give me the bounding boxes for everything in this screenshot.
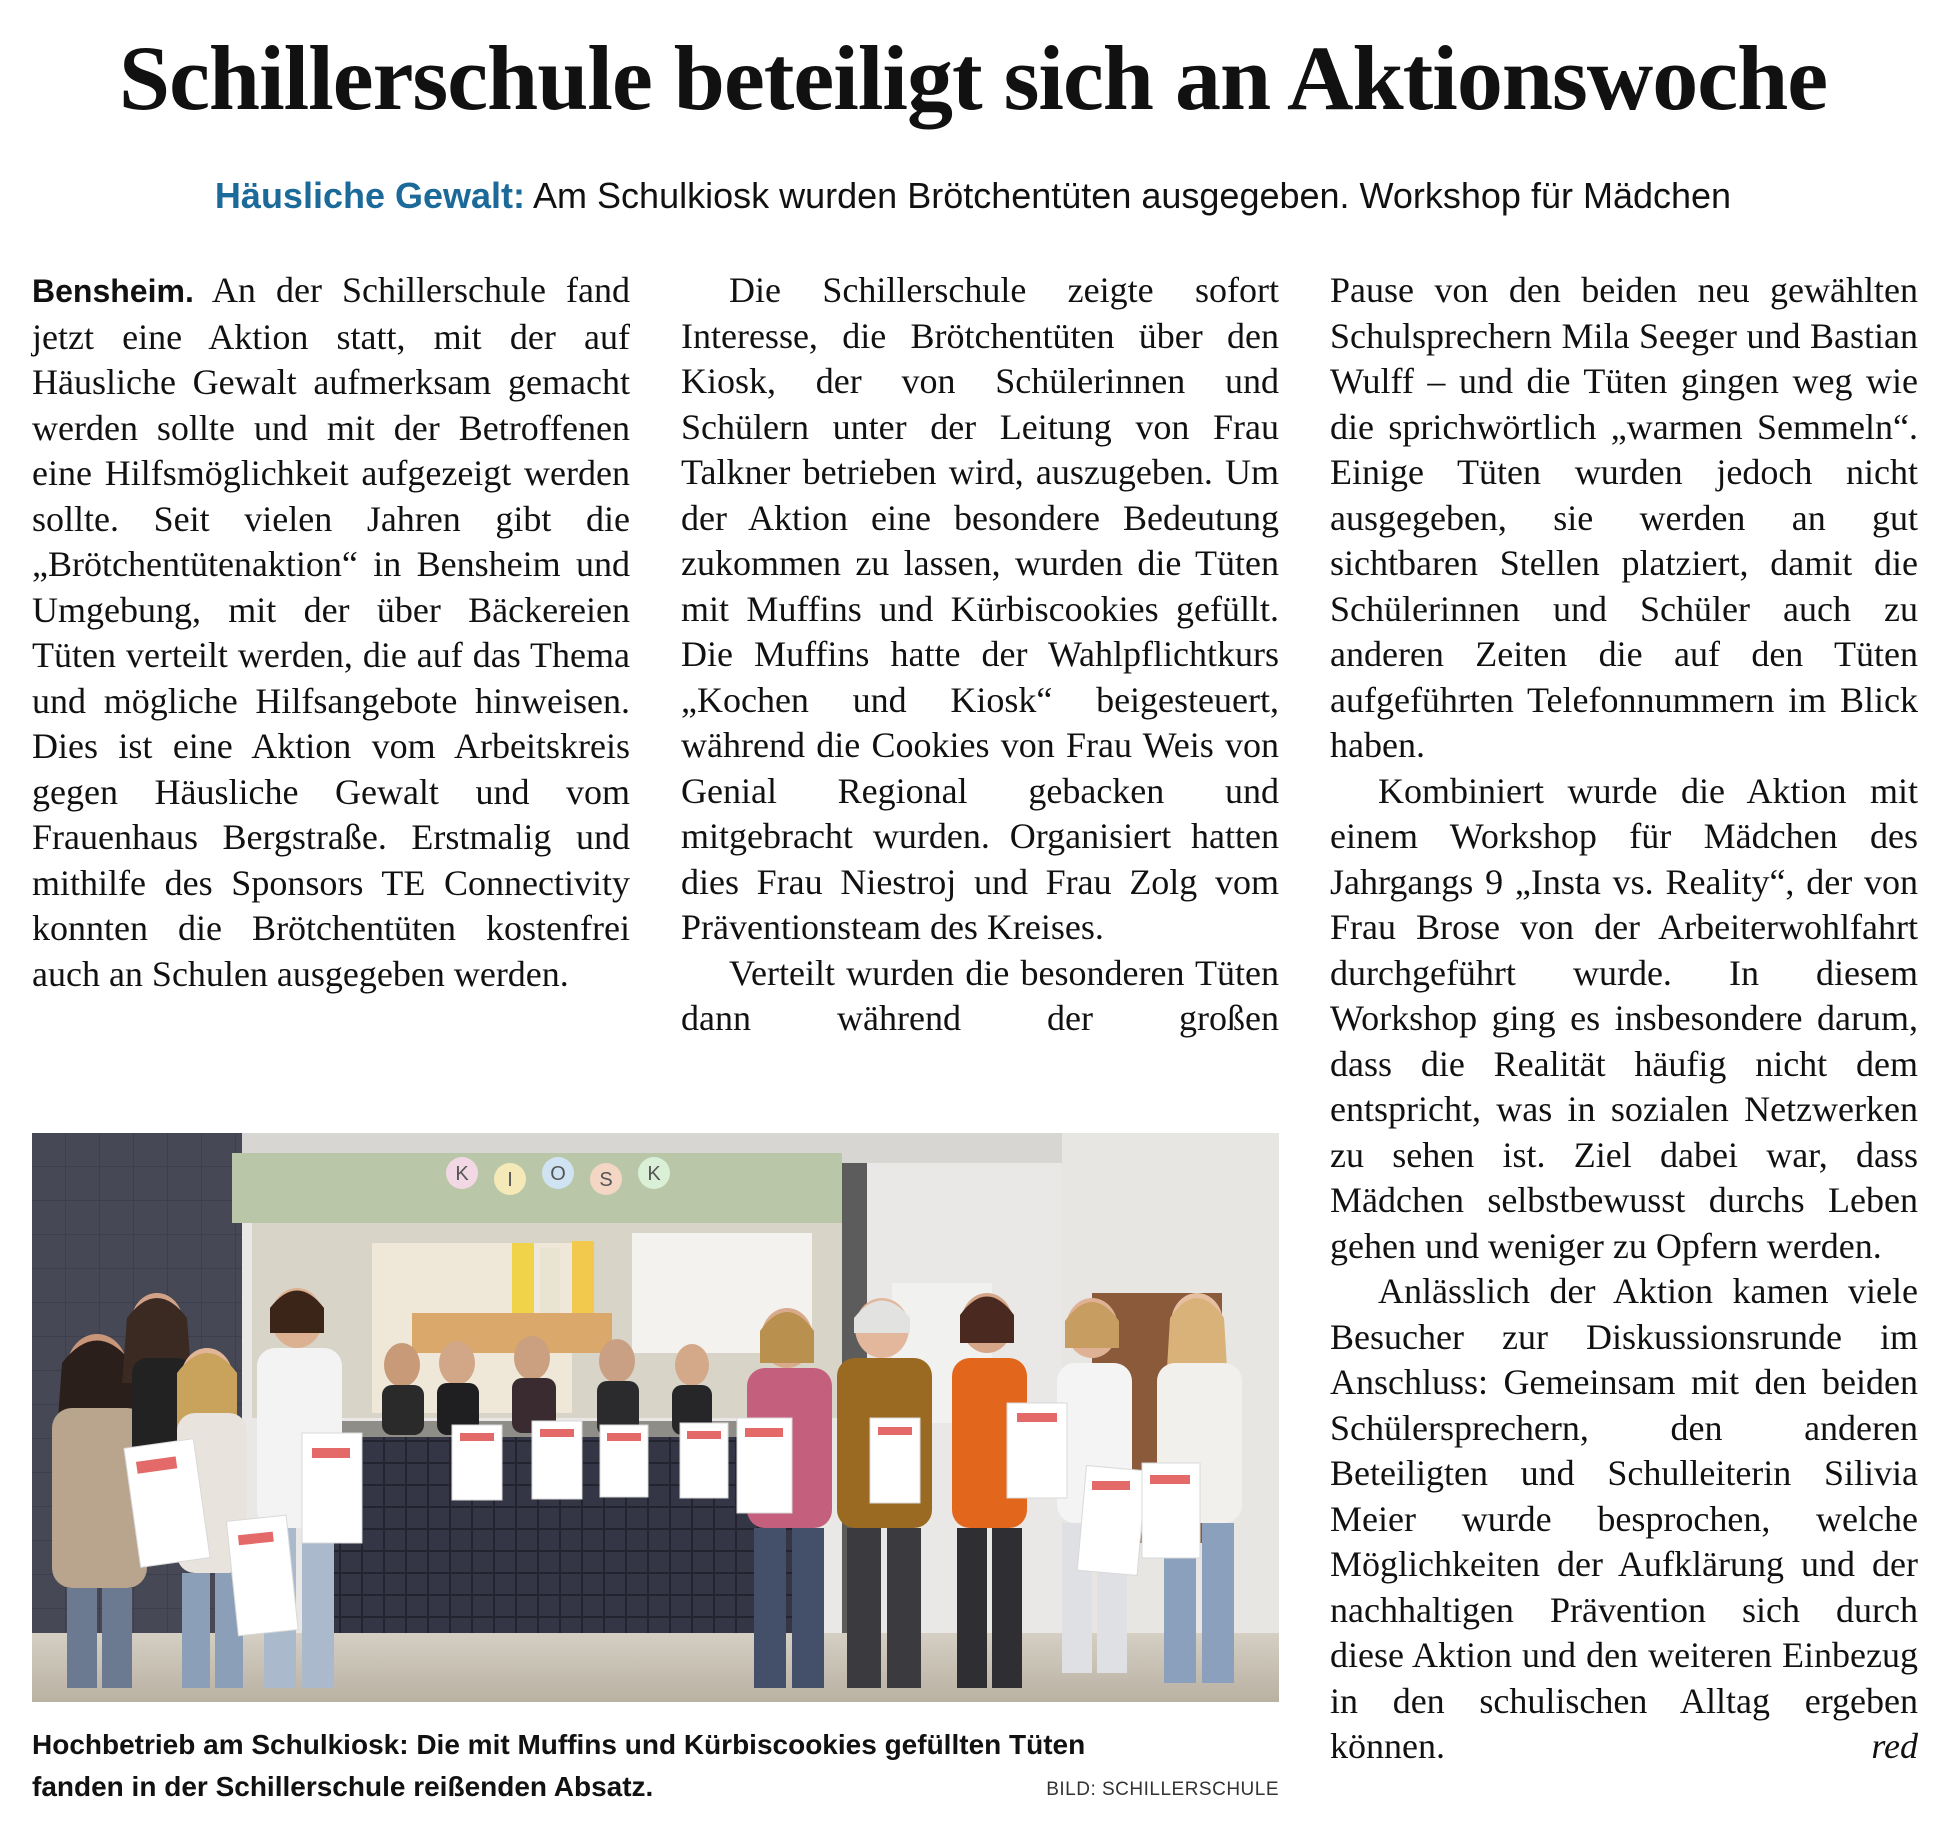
article-column-2 [681, 268, 1279, 1042]
snacks [412, 1313, 612, 1353]
paragraph-2: Die Schillerschule zeigte sofort Interesse, die Brötchentüten über den Kiosk, der von Schülerinnen und Schülern unter der Leitung von Frau Talkner betrieben wird, auszugeben. Um der Aktion eine besondere Bedeutung zukommen zu lassen, wurden die Tüten mit Muffins und Kürbiscookies gefüllt. Die Muffins hatte der Wahlpflichtkurs „Kochen und Kiosk“ beigesteuert, während die Cookies von Frau Weis von Genial Regional gebacken und mitgebracht wurden. Organisiert hatten dies Frau Niestroj und Frau Zolg vom Präventionsteam des Kreises. [681, 270, 1279, 947]
paragraph-1 [32, 268, 630, 997]
kicker: Häusliche Gewalt: [214, 175, 526, 216]
kiosk-sign-board [232, 1153, 842, 1223]
photo-credit: BILD: SCHILLERSCHULE [1046, 1779, 1279, 1800]
paragraph-4: Kombiniert wurde die Aktion mit einem Workshop für Mädchen des Jahrgangs 9 „Insta vs. Reality“, der von Frau Brose von der Arbeiterwohlfahrt durchgeführt wurde. In diesem Workshop ging es insbesondere darum, dass die Realität häufig nicht dem entspricht, was in sozialen Netzwerken zu sehen ist. Ziel dabei war, dass Mädchen selbstbewusst durchs Leben gehen und weniger zu Opfern werden. [1330, 770, 1918, 1266]
paragraph-5-text: Anlässlich der Aktion kamen viele Besucher zur Diskussionsrunde im Anschluss: Gemeinsam mit den beiden Schülersprechern, den anderen Beteiligten und Schulleiterin Silivia Meier wurde besprochen, welche Möglichkeiten der Aufklärung und der nachhaltigen Prävention sich durch diese Aktion und den weiteren Einbezug in den schulischen Alltag ergeben können. [1330, 1271, 1918, 1766]
kiosk-letter-1: K [455, 1163, 469, 1185]
author: red [1871, 1726, 1918, 1766]
caption-line-2: fanden in der Schillerschule reißenden Absatz. [32, 1771, 654, 1802]
kiosk-letter-4: S [599, 1169, 613, 1191]
paragraph-3: Verteilt wurden die besonderen Tüten dann während der großen [681, 952, 1279, 1038]
headline: Schillerschule beteiligt sich an Aktionswoche [118, 27, 1828, 129]
article-column-3 [1330, 268, 1918, 1770]
subheadline-text: Am Schulkiosk wurden Brötchentüten ausgegeben. Workshop für Mädchen [525, 175, 1732, 216]
kiosk-photo-illustration [32, 1133, 1279, 1702]
article-column-1 [32, 268, 630, 997]
dateline: Bensheim. [32, 273, 194, 309]
paragraph-1-text: An der Schillerschule fand jetzt eine Aktion statt, mit der auf Häusliche Gewalt aufmerksam gemacht werden sollte und mit der Betroffenen eine Hilfsmöglichkeit aufgezeigt werden sollte. Seit vielen Jahren gibt die „Brötchentütenaktion“ in Bensheim und Umgebung, mit der über Bäckereien Tüten verteilt werden, die auf das Thema und mögliche Hilfsangebote hinweisen. Dies ist eine Aktion vom Arbeitskreis gegen Häusliche Gewalt und vom Frauenhaus Bergstraße. Erstmalig und mithilfe des Sponsors TE Connectivity konnten die Brötchentüten kostenfrei auch an Schulen ausgegeben werden. [32, 270, 630, 994]
paragraph-5 [1330, 1269, 1918, 1770]
subheadline [30, 172, 1916, 220]
caption-line-1: Hochbetrieb am Schulkiosk: Die mit Muffins und Kürbiscookies gefüllten Tüten [32, 1729, 1086, 1760]
kiosk-photo [32, 1133, 1279, 1702]
kiosk-letter-3: O [550, 1163, 566, 1185]
kiosk-letter-2: I [507, 1169, 513, 1191]
kiosk-letter-5: K [647, 1163, 661, 1185]
paragraph-3-continued: Pause von den beiden neu gewählten Schulsprechern Mila Seeger und Bastian Wulff – und die Tüten gingen weg wie die sprichwörtlich „warmen Semmeln“. Einige Tüten wurden jedoch nicht ausgegeben, sie werden an gut sichtbaren Stellen platziert, damit die Schülerinnen und Schüler auch zu anderen Zeiten die auf den Tüten aufgeführten Telefonnummern im Blick haben. [1330, 270, 1918, 765]
